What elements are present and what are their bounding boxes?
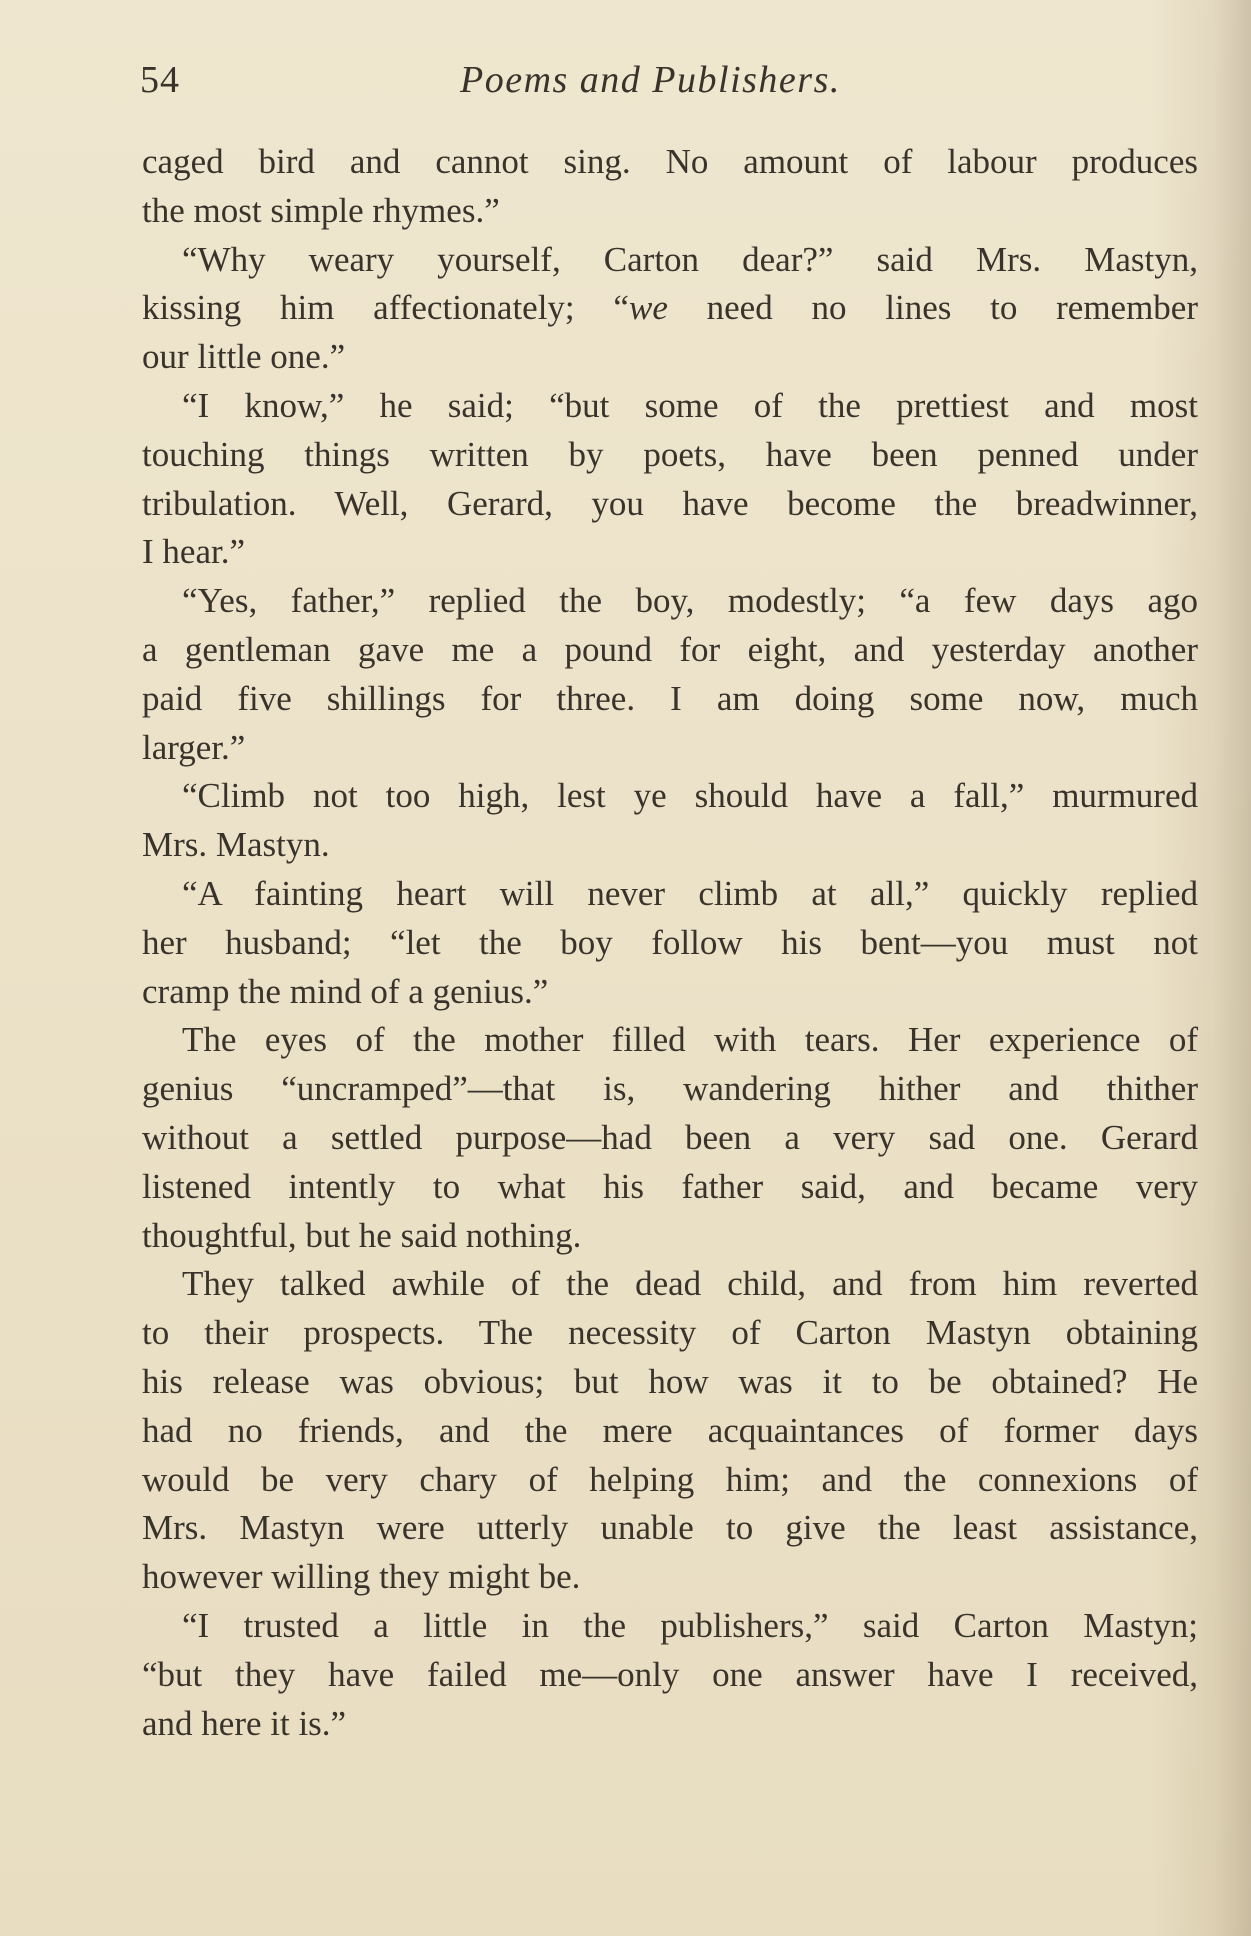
text-line: “I trusted a little in the publishers,” said Carton Mastyn; (182, 1605, 1198, 1645)
page-number: 54 (140, 59, 180, 101)
text-line: genius “uncramped”—that is, wandering hither and thither (142, 1069, 1198, 1109)
text-line: and here it is.” (142, 1703, 347, 1743)
text-line: cramp the mind of a genius.” (142, 971, 549, 1011)
text-line: Mrs. Mastyn were utterly unable to give the least assistance, (142, 1508, 1198, 1548)
text-line: Mrs. Mastyn. (142, 825, 330, 865)
text-line: our little one.” (142, 337, 346, 377)
text-line: her husband; “let the boy follow his bent—you must not (142, 922, 1198, 962)
text-line: The eyes of the mother filled with tears. Her experience of (182, 1020, 1198, 1060)
body-text (142, 138, 1198, 1748)
text-segment: need no lines to remember (667, 288, 1198, 328)
text-line: “but they have failed me—only one answer have I received, (142, 1654, 1198, 1694)
text-line: listened intently to what his father said, and became very (142, 1166, 1198, 1206)
text-line: without a settled purpose—had been a very sad one. Gerard (142, 1117, 1198, 1157)
text-line: the most simple rhymes.” (142, 190, 500, 230)
text-line: I hear.” (142, 532, 245, 572)
text-line: would be very chary of helping him; and the connexions of (142, 1459, 1198, 1499)
text-line: to their prospects. The necessity of Carton Mastyn obtaining (142, 1313, 1198, 1353)
text-line: thoughtful, but he said nothing. (142, 1215, 582, 1255)
text-line: “A fainting heart will never climb at all,” quickly replied (182, 873, 1198, 913)
page-header (140, 58, 1200, 106)
emphasis-text: we (628, 288, 668, 328)
text-line (142, 284, 1198, 333)
text-line: larger.” (142, 727, 246, 767)
text-line: however willing they might be. (142, 1557, 581, 1597)
running-title: Poems and Publishers. (460, 59, 841, 101)
text-line: tribulation. Well, Gerard, you have become the breadwinner, (142, 483, 1198, 523)
text-line: caged bird and cannot sing. No amount of labour produces (142, 142, 1198, 181)
text-line: “Climb not too high, lest ye should have a fall,” murmured (182, 776, 1198, 816)
text-line: They talked awhile of the dead child, and from him reverted (182, 1264, 1198, 1304)
text-line: a gentleman gave me a pound for eight, and yesterday another (142, 629, 1198, 669)
text-line: paid five shillings for three. I am doing some now, much (142, 678, 1198, 718)
text-segment: kissing him affectionately; “ (142, 288, 629, 328)
text-line: his release was obvious; but how was it to be obtained? He (142, 1361, 1198, 1401)
text-line: “Yes, father,” replied the boy, modestly; “a few days ago (182, 581, 1198, 621)
text-line: had no friends, and the mere acquaintances of former days (142, 1410, 1198, 1450)
text-line: “Why weary yourself, Carton dear?” said Mrs. Mastyn, (182, 239, 1198, 279)
text-line: touching things written by poets, have been penned under (142, 434, 1198, 474)
text-line: “I know,” he said; “but some of the prettiest and most (182, 385, 1198, 425)
